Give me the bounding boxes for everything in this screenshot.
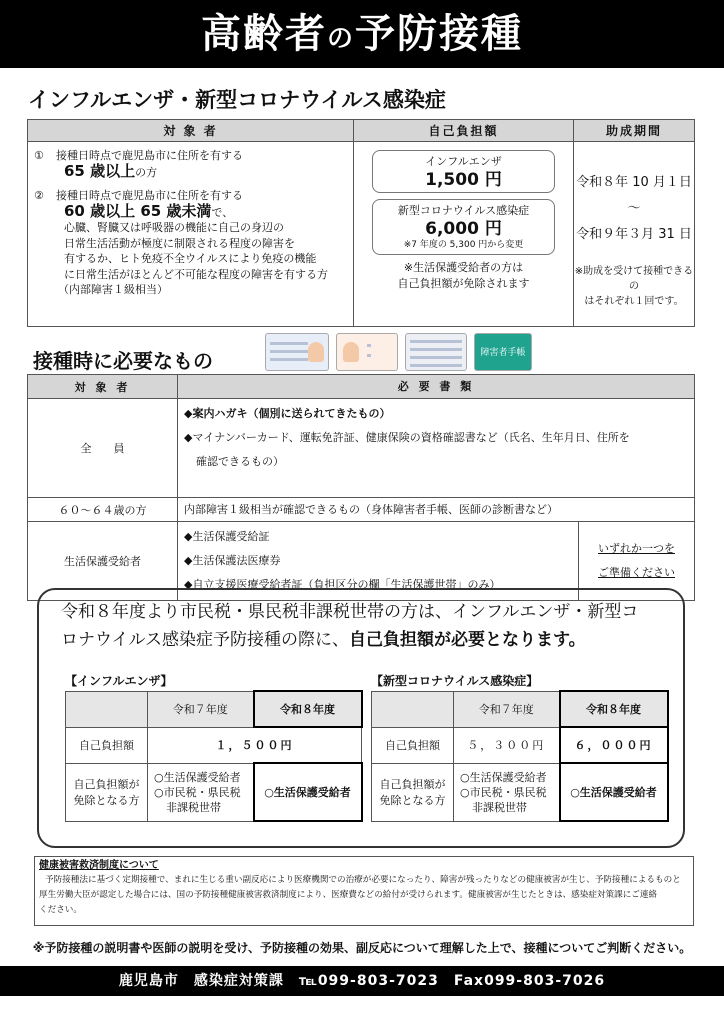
price-value: 6,000 円 xyxy=(425,219,502,239)
year-8-header: 令和８年度 xyxy=(560,691,668,727)
license-card-image xyxy=(265,333,329,371)
covid-copay-y8: ６，０００円 xyxy=(560,727,668,763)
age-emphasis: 65 歳以上 xyxy=(64,161,136,180)
doc-item: ◆自立支援医療受給者証（負担区分の欄「生活保護世帯」のみ） xyxy=(184,578,501,591)
disability-handbook-image: 障害者手帳 xyxy=(474,333,532,371)
condition-line: 心臓、腎臓又は呼吸器の機能に自己の身辺の xyxy=(64,221,284,234)
period-cell xyxy=(574,142,694,326)
period-note: ※助成を受けて接種できるの xyxy=(574,266,694,292)
blank-cell xyxy=(372,691,454,727)
row-label xyxy=(372,763,454,821)
year-8-exempt: ○生活保護受給者 xyxy=(560,763,668,821)
target-cell xyxy=(28,142,354,326)
title-part-2: の xyxy=(326,24,355,54)
eligibility-table xyxy=(27,119,695,327)
condition-line: に日常生活がほとんど不可能な程度の障害を有する方 xyxy=(64,267,328,281)
year-7-header: 令和７年度 xyxy=(454,691,560,727)
header-target: 対 象 者 xyxy=(28,375,178,398)
item-text: 接種日時点で鹿児島市に住所を有する xyxy=(56,189,243,202)
relief-text: ください。 xyxy=(39,905,82,915)
page-title xyxy=(0,0,724,68)
label-line: 自己負担額が xyxy=(379,778,446,791)
documents-table xyxy=(27,374,695,601)
documents-row-age xyxy=(28,498,694,522)
doc-item: ◆生活保護受給証 xyxy=(184,530,270,543)
label-line: 自己負担額が xyxy=(73,778,140,791)
copay-cell xyxy=(354,142,574,326)
price-value: 1,500 円 xyxy=(425,170,502,190)
footer-contact: 鹿児島市 感染症対策課 ℡099-803-7023 Fax099-803-7026 xyxy=(0,966,724,996)
item-text: 接種日時点で鹿児島市に住所を有する xyxy=(56,149,243,162)
price-note: ※7 年度の 5,300 円から変更 xyxy=(403,240,524,250)
doc-item: ◆マイナンバーカード、運転免許証、健康保険の資格確認書など（氏名、生年月日、住所を xyxy=(184,431,630,444)
condition-line: 有するか、ヒト免疫不全ウイルスにより免疫の機能 xyxy=(64,252,317,265)
condition-note: （内部障害１級相当） xyxy=(58,283,168,296)
documents-table-header xyxy=(28,375,694,399)
eligibility-table-header xyxy=(28,120,694,142)
title-part-3: 予防接種 xyxy=(355,11,523,57)
disclaimer: ※予防接種の説明書や医師の説明を受け、予防接種の効果、副反応について理解した上で、接種についてご判断ください。 xyxy=(32,941,692,955)
age-suffix: の方 xyxy=(135,165,158,179)
price-label: 新型コロナウイルス感染症 xyxy=(397,204,530,217)
header-copay: 自己負担額 xyxy=(354,120,574,141)
notice-text xyxy=(61,598,661,654)
title-part-1: 高齢者 xyxy=(200,11,327,57)
aside-line: ご準備ください xyxy=(598,566,675,579)
age-suffix: で、 xyxy=(211,205,234,219)
item-number: ② xyxy=(34,189,44,202)
exempt-line: ○市民税・県民税 xyxy=(460,785,547,799)
exempt-line: 非課税世帯 xyxy=(472,800,527,814)
exempt-line: ○生活保護受給者 xyxy=(460,770,547,784)
row-target: 生活保護受給者 xyxy=(28,522,178,600)
covid-comparison-table xyxy=(371,690,669,822)
relief-title: 健康被害救済制度について xyxy=(39,860,159,871)
row-target: ６０～６４歳の方 xyxy=(28,498,178,521)
relief-system-box xyxy=(34,856,694,926)
row-label xyxy=(66,763,148,821)
documents-row-all xyxy=(28,399,694,498)
blank-cell xyxy=(66,691,148,727)
year-7-exempt xyxy=(148,763,254,821)
notice-box xyxy=(37,588,685,848)
relief-text: 予防接種法に基づく定期接種で、まれに生じる重い副反応により医療機関での治療が必要になったり、障害が残ったりなどの健康被害が生じ、予防接種によるものと xyxy=(45,875,681,885)
row-target: 全 員 xyxy=(28,399,178,497)
label-line: 免除となる方 xyxy=(379,794,446,807)
doc-item-cont: 確認できるもの） xyxy=(196,455,284,468)
exempt-line: ○市民税・県民税 xyxy=(154,785,241,799)
insurance-card-image xyxy=(405,333,467,371)
year-8-exempt: ○生活保護受給者 xyxy=(254,763,362,821)
row-docs xyxy=(178,399,694,497)
header-target: 対 象 者 xyxy=(28,120,354,141)
header-period: 助成期間 xyxy=(605,124,662,138)
covid-table-title: 【新型コロナウイルス感染症】 xyxy=(371,674,539,688)
price-covid xyxy=(372,199,555,255)
doc-item: ◆案内ハガキ（個別に送られてきたもの） xyxy=(184,407,391,420)
id-card-images xyxy=(265,333,532,371)
condition-line: 日常生活活動が極度に制限される程度の障害を xyxy=(64,236,295,250)
exempt-line: ○生活保護受給者 xyxy=(154,770,241,784)
period-separator: 〜 xyxy=(627,201,641,216)
period-note: はそれぞれ１回です。 xyxy=(584,296,684,307)
period-end: 令和９年３月 31 日 xyxy=(576,227,692,242)
row-docs: 内部障害１級相当が確認できるもの（身体障害者手帳、医師の診断書など） xyxy=(184,503,558,516)
covid-copay-y7: ５，３００円 xyxy=(454,727,560,763)
item-number: ① xyxy=(34,149,44,162)
year-8-header: 令和８年度 xyxy=(254,691,362,727)
flu-copay-value: １，５００円 xyxy=(148,727,362,763)
my-number-card-image xyxy=(336,333,398,371)
flu-table-title: 【インフルエンザ】 xyxy=(65,674,173,688)
notice-line: ロナウイルス感染症予防接種の際に、 xyxy=(61,630,349,650)
notice-emphasis: 自己負担額が必要となります。 xyxy=(348,630,586,650)
eligibility-table-body xyxy=(28,142,694,326)
welfare-note: ※生活保護受給者の方は xyxy=(403,261,524,274)
target-item-1-age xyxy=(34,161,347,181)
relief-text: 厚生労働大臣が認定した場合には、国の予防接種健康被害救済制度により、医療費などの給付が受けられます。健康被害が生じたときは、感染症対策課にご連絡 xyxy=(39,890,658,900)
exempt-line: 非課税世帯 xyxy=(166,800,221,814)
welfare-note: 自己負担額が免除されます xyxy=(397,277,530,290)
row-label: 自己負担額 xyxy=(66,727,148,763)
row-label: 自己負担額 xyxy=(372,727,454,763)
aside-line: いずれか一つを xyxy=(598,542,675,555)
flu-comparison-table xyxy=(65,690,363,822)
price-flu xyxy=(372,150,555,193)
section2-title: 接種時に必要なもの xyxy=(33,349,213,373)
period-start: 令和８年 10 月１日 xyxy=(576,175,692,190)
notice-line: 令和８年度より市民税・県民税非課税世帯の方は、インフルエンザ・新型コ xyxy=(61,602,639,622)
year-7-header: 令和７年度 xyxy=(148,691,254,727)
price-label: インフルエンザ xyxy=(425,155,502,168)
label-line: 免除となる方 xyxy=(73,794,140,807)
header-documents: 必 要 書 類 xyxy=(397,380,475,393)
age-emphasis: 60 歳以上 65 歳未満 xyxy=(64,201,212,220)
doc-item: ◆生活保護法医療券 xyxy=(184,554,281,567)
section1-title: インフルエンザ・新型コロナウイルス感染症 xyxy=(28,88,446,112)
year-7-exempt xyxy=(454,763,560,821)
target-item-2-age xyxy=(34,201,347,221)
